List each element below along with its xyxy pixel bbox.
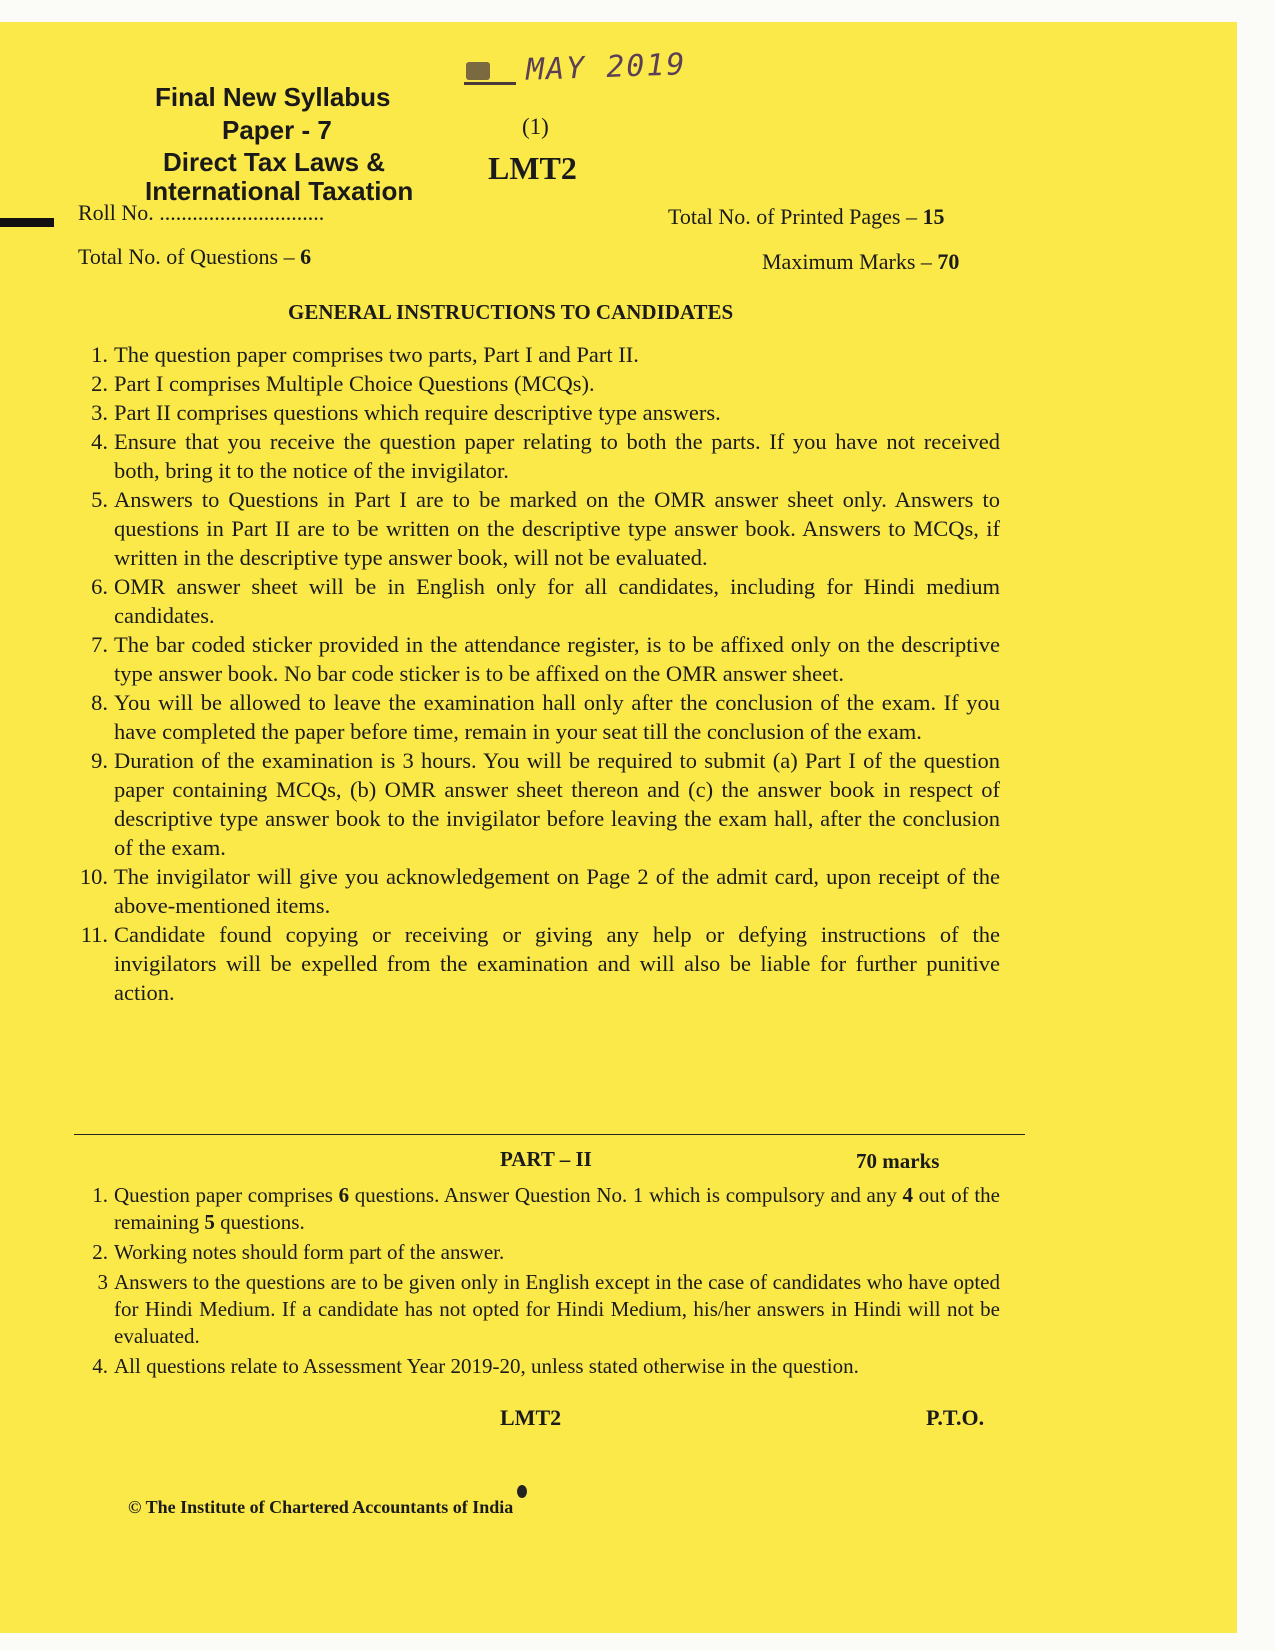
subject-line-1: Direct Tax Laws & [163, 147, 386, 177]
part-2-instructions-list [74, 1182, 1000, 1380]
date-stamp: MAY 2019 [525, 47, 688, 88]
paper-number-label: Paper - 7 [222, 115, 332, 145]
ink-dot [517, 1485, 527, 1498]
list-item: 2. Working notes should form part of the answer. [92, 1240, 505, 1264]
paper-code: LMT2 [488, 150, 577, 186]
general-instructions-title: GENERAL INSTRUCTIONS TO CANDIDATES [288, 300, 734, 324]
part-2-title: PART – II [500, 1147, 592, 1171]
subject-line-2: International Taxation [145, 176, 414, 206]
total-questions-label: Total No. of Questions – [78, 244, 301, 269]
total-questions-info [78, 244, 311, 270]
list-item: 1. The question paper comprises two parts, Part I and Part II. [91, 342, 639, 367]
margin-mark [0, 218, 54, 227]
page-number: (1) [522, 114, 549, 139]
general-instructions-list [74, 340, 1000, 1007]
pto-label: P.T.O. [926, 1405, 985, 1430]
stamp-underline [464, 82, 516, 85]
part-2-marks: 70 marks [856, 1149, 940, 1173]
total-questions-value: 6 [300, 244, 312, 269]
list-item: 2. Part I comprises Multiple Choice Questions (MCQs). [91, 371, 595, 396]
copyright-notice: © The Institute of Chartered Accountants of India [128, 1497, 514, 1517]
list-item: 3. Part II comprises questions which require descriptive type answers. [91, 400, 721, 425]
max-marks-value: 70 [937, 249, 960, 274]
list-item: 1. Question paper comprises 6 questions. Answer Question No. 1 which is compulsory and any 4 out of the remaining 5 questions. [92, 1183, 1000, 1234]
stamp-mark [466, 62, 490, 80]
list-item: 7. The bar coded sticker provided in the attendance register, is to be affixed only on the descriptive type answer book. No bar code sticker is to be affixed on the OMR answer sheet. [91, 632, 1000, 686]
roll-number-field: Roll No. .............................. [78, 200, 325, 225]
list-item: 4. All questions relate to Assessment Year 2019-20, unless stated otherwise in the question. [92, 1354, 859, 1378]
syllabus-label: Final New Syllabus [155, 82, 391, 112]
list-item: 8. You will be allowed to leave the examination hall only after the conclusion of the exam. If you have completed the paper before time, remain in your seat till the conclusion of the exam. [91, 690, 1000, 744]
list-item: 11. Candidate found copying or receiving or giving any help or defying instructions of the invigilators will be expelled from the examination and will also be liable for further punitive action. [80, 922, 1000, 1005]
max-marks-label: Maximum Marks – [762, 249, 938, 274]
footer-paper-code: LMT2 [500, 1405, 562, 1430]
list-item: 3 Answers to the questions are to be given only in English except in the case of candidates who have opted for Hindi Medium. If a candidate has not opted for Hindi Medium, his/her answers in Hindi will not be evaluated. [97, 1270, 1000, 1348]
max-marks-info [762, 249, 959, 275]
printed-pages-info [668, 204, 944, 230]
list-item: 4. Ensure that you receive the question paper relating to both the parts. If you have not received both, bring it to the notice of the invigilator. [91, 429, 1000, 483]
printed-pages-value: 15 [922, 204, 945, 229]
list-item: 9. Duration of the examination is 3 hours. You will be required to submit (a) Part I of the question paper containing MCQs, (b) OMR answer sheet thereon and (c) the answer book in respect of descriptive type answer book to the invigilator before leaving the exam hall, after the conclusion of the exam. [91, 748, 1000, 860]
list-item: 10. The invigilator will give you acknowledgement on Page 2 of the admit card, upon receipt of the above-mentioned items. [79, 864, 1000, 918]
list-item: 5. Answers to Questions in Part I are to be marked on the OMR answer sheet only. Answers to questions in Part II are to be written on the descriptive type answer book. Answers to MCQs, if written in the descriptive type answer book, will not be evaluated. [91, 487, 1000, 570]
section-divider [74, 1134, 1025, 1135]
printed-pages-label: Total No. of Printed Pages – [668, 204, 923, 229]
list-item: 6. OMR answer sheet will be in English only for all candidates, including for Hindi medium candidates. [91, 574, 1000, 628]
